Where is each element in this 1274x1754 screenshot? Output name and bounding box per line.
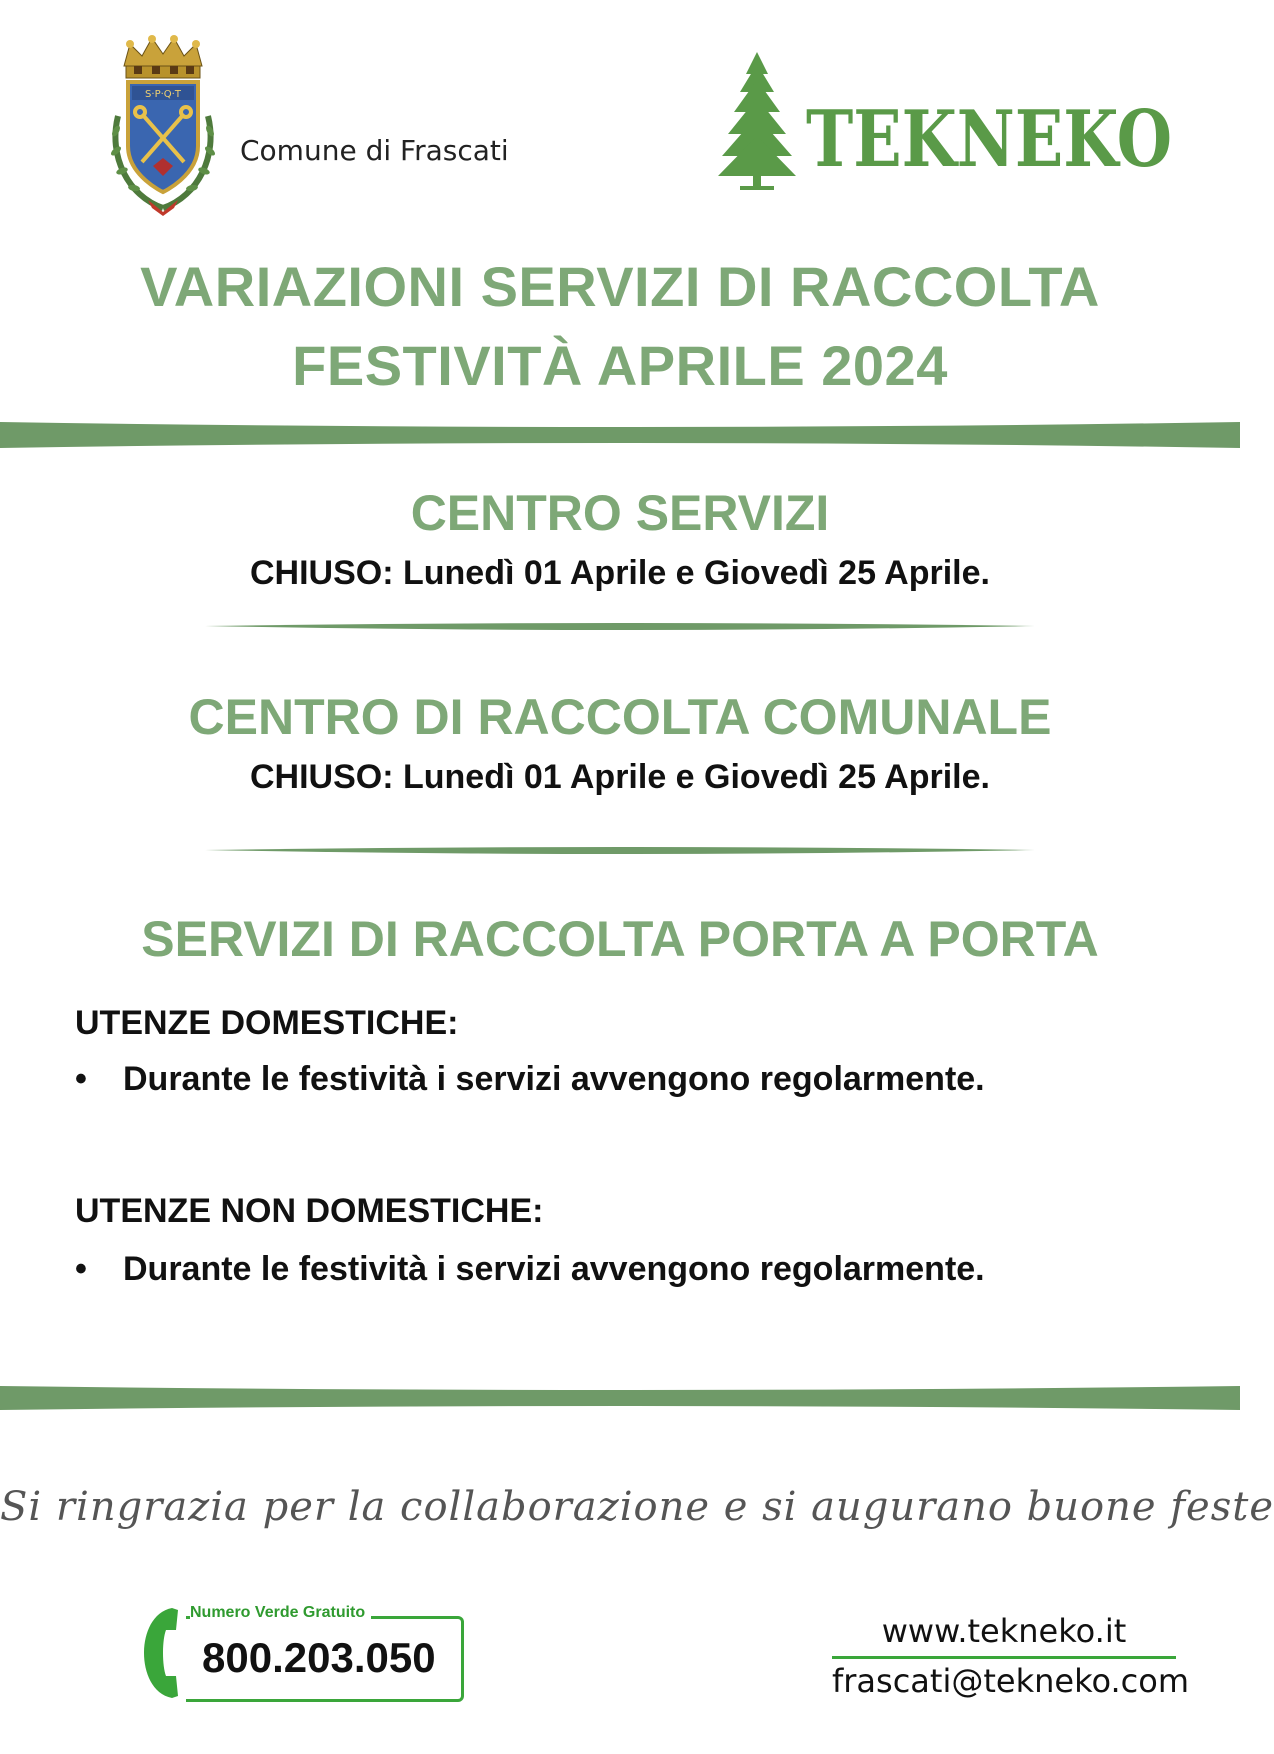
tekneko-logo [806, 88, 1176, 192]
group-title-domestiche: UTENZE DOMESTICHE: [75, 1004, 459, 1042]
bullet: • [75, 1250, 87, 1288]
frascati-crest-icon [108, 36, 218, 216]
list-item-text: Durante le festività i servizi avvengono regolarmente. [123, 1250, 985, 1288]
phone-icon [142, 1604, 186, 1702]
tree-icon [718, 52, 796, 194]
group-title-non-domestiche: UTENZE NON DOMESTICHE: [75, 1192, 544, 1230]
list-item [75, 1250, 985, 1289]
brand-wordmark: TEKNEKO [806, 94, 1172, 185]
closing-message: Si ringrazia per la collaborazione e si augurano buone feste [0, 1484, 1274, 1530]
phone-label: Numero Verde Gratuito [190, 1604, 371, 1622]
list-item-text: Durante le festività i servizi avvengono regolarmente. [123, 1060, 985, 1098]
list-item [75, 1060, 985, 1099]
bullet: • [75, 1060, 87, 1098]
divider-swoosh [205, 620, 1035, 636]
section-text-centro-servizi: CHIUSO: Lunedì 01 Aprile e Giovedì 25 Aprile. [250, 554, 990, 592]
section-title-centro-servizi: CENTRO SERVIZI [410, 485, 830, 541]
crown [124, 35, 202, 78]
comune-label: Comune di Frascati [240, 134, 509, 167]
section-text-centro-raccolta: CHIUSO: Lunedì 01 Aprile e Giovedì 25 Aprile. [250, 758, 990, 796]
svg-text:S·P·Q·T: S·P·Q·T [145, 89, 181, 100]
section-title-porta-a-porta: SERVIZI DI RACCOLTA PORTA A PORTA [141, 911, 1099, 967]
website-link[interactable]: www.tekneko.it [881, 1612, 1127, 1650]
divider-swoosh [205, 844, 1035, 860]
divider-band-top [0, 418, 1240, 452]
page-title-line2: FESTIVITÀ APRILE 2024 [292, 334, 948, 397]
page-title-line1: VARIAZIONI SERVIZI DI RACCOLTA [140, 255, 1100, 318]
email-link[interactable]: frascati@tekneko.com [832, 1662, 1189, 1700]
divider-band-bottom [0, 1380, 1240, 1414]
phone-number[interactable]: 800.203.050 [202, 1634, 436, 1681]
section-title-centro-raccolta: CENTRO DI RACCOLTA COMUNALE [188, 689, 1052, 745]
footer-rule [832, 1656, 1176, 1659]
